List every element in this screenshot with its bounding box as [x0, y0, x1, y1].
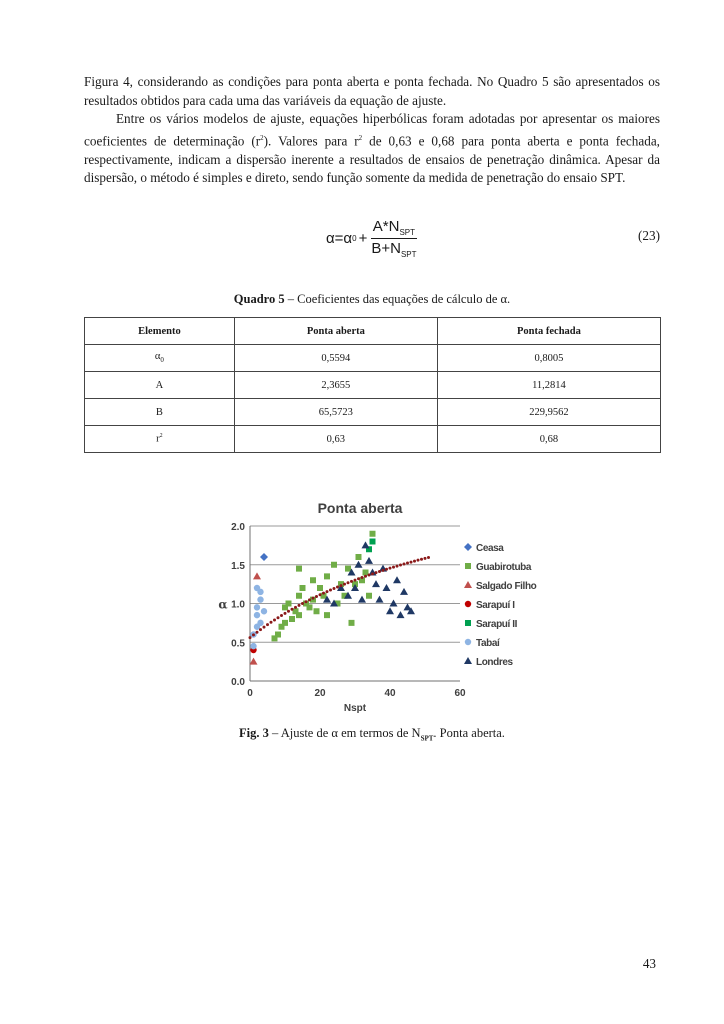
legend-label-sarapui-i: Sarapuí I — [476, 600, 515, 611]
y-tick-label: 0.5 — [231, 638, 245, 650]
paragraph-1: Figura 4, considerando as condições para ponta aberta e ponta fechada. No Quadro 5 são apresentados os resultados obtidos para cada uma das variáveis da equação de ajuste. — [84, 74, 660, 108]
fit-curve-dot — [378, 570, 381, 573]
scatter-chart — [210, 494, 550, 716]
figure-caption — [84, 726, 660, 743]
equation-numerator — [371, 218, 417, 239]
fit-curve-dot — [375, 571, 378, 574]
point-londres — [365, 557, 373, 564]
chart-title: Ponta aberta — [317, 500, 403, 516]
fit-curve-dot — [305, 600, 308, 603]
fit-curve-dot — [333, 587, 336, 590]
fit-curve-dot — [329, 589, 332, 592]
paragraph-2 — [84, 110, 660, 188]
fit-curve-dot — [413, 560, 416, 563]
point-guabirotuba — [349, 620, 355, 626]
equation-denominator — [369, 239, 418, 259]
point-guabirotuba — [296, 612, 302, 618]
table-cell-element: B — [85, 399, 235, 426]
point-londres — [376, 596, 384, 603]
point-londres — [397, 611, 405, 618]
table-row — [85, 399, 661, 426]
legend-label-tabai: Tabaí — [476, 638, 500, 649]
fit-curve-dot — [287, 610, 290, 613]
table-header-elemento: Elemento — [85, 318, 235, 345]
fit-curve-dot — [322, 592, 325, 595]
point-tabai — [257, 620, 263, 626]
element-sup: 2 — [159, 433, 163, 440]
table-row — [85, 372, 661, 399]
table-cell-aberta: 0,5594 — [234, 345, 437, 372]
fit-curve-dot — [249, 636, 252, 639]
table-caption — [84, 292, 660, 307]
fit-curve-dot — [315, 595, 318, 598]
fit-curve-dot — [417, 559, 420, 562]
fit-curve-dot — [396, 565, 399, 568]
figure-caption-text-a: – Ajuste de α em termos de N — [268, 726, 421, 740]
point-guabirotuba — [356, 554, 362, 560]
fit-curve-dot — [403, 563, 406, 566]
point-londres — [393, 576, 401, 583]
fit-curve-dot — [424, 557, 427, 560]
paragraph-2-part-a: Entre os vários modelos de ajuste, equações hiperbólicas foram adotadas por apresentar os maiores coeficientes de determinação (r — [84, 111, 660, 148]
numerator-text: A*N — [372, 217, 400, 235]
point-guabirotuba — [300, 585, 306, 591]
fit-curve-dot — [350, 580, 353, 583]
fit-curve-dot — [340, 584, 343, 587]
fit-curve-dot — [256, 631, 259, 634]
point-guabirotuba — [345, 566, 351, 572]
fit-curve-dot — [361, 576, 364, 579]
figure-caption-label: Fig. 3 — [239, 726, 269, 740]
fit-curve-dot — [259, 628, 262, 631]
point-londres — [362, 541, 370, 548]
table-cell-fechada: 0,8005 — [437, 345, 660, 372]
fit-curve-dot — [368, 574, 371, 577]
table-row — [85, 426, 661, 453]
table-caption-text: – Coeficientes das equações de cálculo de α. — [284, 292, 511, 306]
fit-curve-dot — [382, 569, 385, 572]
fit-curve-dot — [410, 561, 413, 564]
element-symbol: r — [156, 433, 160, 445]
table-row — [85, 345, 661, 372]
equation-fraction — [369, 218, 418, 259]
fit-curve-dot — [399, 564, 402, 567]
y-tick-label: 2.0 — [231, 522, 245, 533]
fit-curve-dot — [312, 597, 315, 600]
table-cell-element — [85, 426, 235, 453]
table-cell-aberta: 2,3655 — [234, 372, 437, 399]
fit-curve-dot — [357, 577, 360, 580]
point-guabirotuba — [275, 632, 281, 638]
element-sub: 0 — [160, 356, 164, 365]
table-cell-fechada: 229,9562 — [437, 399, 660, 426]
fit-curve-dot — [284, 612, 287, 615]
point-tabai — [254, 585, 260, 591]
coefficients-table — [84, 317, 661, 453]
legend-marker-guabirotuba — [465, 563, 471, 569]
y-tick-label: 1.5 — [231, 560, 245, 572]
table-header-ponta-fechada: Ponta fechada — [437, 318, 660, 345]
legend-label-sarapui-ii: Sarapuí II — [476, 619, 518, 630]
fit-curve-dot — [427, 556, 430, 559]
legend-label-ceasa: Ceasa — [476, 543, 504, 554]
fit-curve-dot — [280, 614, 283, 617]
element-symbol: α — [154, 351, 161, 363]
point-tabai — [257, 596, 263, 602]
point-tabai — [254, 612, 260, 618]
point-guabirotuba — [324, 612, 330, 618]
fit-curve-dot — [252, 633, 255, 636]
fit-curve-dot — [294, 606, 297, 609]
fit-curve-dot — [263, 626, 266, 629]
fit-curve-dot — [266, 623, 269, 626]
y-tick-label: 1.0 — [231, 599, 245, 611]
paragraph-2-part-c: de 0,63 e 0,68 para ponta aberta e ponta fechada, respectivamente, indicam a dispersão inerente a resultados de ensaios de penetração dinâmica. Apesar da dispersão, o método é simples e direto, sendo função somente da medida de penetração do ensaio SPT. — [84, 132, 660, 186]
table-cell-element — [85, 345, 235, 372]
fit-curve-dot — [273, 618, 276, 621]
point-guabirotuba — [310, 577, 316, 583]
fit-curve-dot — [326, 590, 329, 593]
y-tick-label: 0.0 — [231, 677, 245, 688]
point-guabirotuba — [317, 585, 323, 591]
table-cell-fechada: 11,2814 — [437, 372, 660, 399]
fit-curve-dot — [364, 575, 367, 578]
legend-marker-salgado-filho — [464, 581, 472, 588]
x-axis-label: Nspt — [343, 703, 367, 714]
x-tick-label: 20 — [314, 688, 326, 699]
paragraph-2-part-b: ). Valores para r — [263, 132, 359, 148]
legend-marker-londres — [464, 657, 472, 664]
equation-23 — [326, 216, 419, 260]
legend-label-londres: Londres — [476, 657, 513, 668]
table-cell-element: A — [85, 372, 235, 399]
point-guabirotuba — [289, 616, 295, 622]
equation-lhs-sub: 0 — [352, 233, 357, 243]
fit-curve-dot — [406, 562, 409, 565]
figure-caption-text-b: . Ponta aberta. — [433, 726, 505, 740]
point-guabirotuba — [324, 573, 330, 579]
legend-marker-tabai — [465, 639, 471, 645]
fit-curve-dot — [420, 558, 423, 561]
table-cell-aberta: 0,63 — [234, 426, 437, 453]
point-salgado-filho — [253, 572, 261, 579]
fit-curve-dot — [291, 608, 294, 611]
table-header-row — [85, 318, 661, 345]
fit-curve-dot — [354, 579, 357, 582]
fit-curve-dot — [347, 581, 350, 584]
figure-caption-sub: SPT — [420, 734, 434, 743]
table-header-ponta-aberta: Ponta aberta — [234, 318, 437, 345]
x-tick-label: 0 — [247, 688, 253, 699]
legend-marker-ceasa — [464, 543, 472, 551]
fit-curve-dot — [343, 583, 346, 586]
point-londres — [358, 596, 366, 603]
point-londres — [386, 607, 394, 614]
table-cell-aberta: 65,5723 — [234, 399, 437, 426]
denominator-text: B+N — [371, 239, 401, 257]
fit-curve-dot — [270, 621, 273, 624]
fit-curve-dot — [301, 602, 304, 605]
denominator-sub: SPT — [400, 249, 417, 259]
x-tick-label: 60 — [454, 688, 466, 699]
point-guabirotuba — [296, 566, 302, 572]
fit-curve-dot — [319, 593, 322, 596]
fit-curve-dot — [371, 572, 374, 575]
point-tabai — [254, 604, 260, 610]
point-tabai — [250, 643, 256, 649]
legend-marker-sarapui-i — [465, 601, 471, 607]
page-number: 43 — [642, 956, 656, 971]
equation-number: (23) — [638, 228, 660, 243]
point-guabirotuba — [296, 593, 302, 599]
point-sarapui-ii — [370, 539, 376, 545]
equation-plus: + — [358, 229, 368, 247]
superscript-2b: 2 — [358, 133, 363, 142]
point-tabai — [261, 608, 267, 614]
point-guabirotuba — [314, 608, 320, 614]
legend-marker-sarapui-ii — [465, 620, 471, 626]
fit-curve-dot — [389, 567, 392, 570]
point-guabirotuba — [307, 604, 313, 610]
equation-lhs: α=α — [326, 229, 353, 247]
y-axis-label: α — [218, 597, 228, 612]
fit-curve-dot — [298, 604, 301, 607]
point-guabirotuba — [366, 593, 372, 599]
point-londres — [400, 588, 408, 595]
legend-label-salgado-filho: Salgado Filho — [476, 581, 537, 592]
fit-curve-dot — [277, 616, 280, 619]
superscript-2: 2 — [260, 133, 264, 142]
x-tick-label: 40 — [384, 688, 396, 699]
point-guabirotuba — [331, 562, 337, 568]
point-ceasa — [260, 553, 268, 561]
point-guabirotuba — [370, 531, 376, 537]
fit-curve-dot — [336, 586, 339, 589]
fit-curve-dot — [385, 568, 388, 571]
numerator-sub: SPT — [399, 227, 416, 237]
legend-label-guabirotuba: Guabirotuba — [476, 562, 532, 573]
point-guabirotuba — [286, 601, 292, 607]
fit-curve-dot — [392, 566, 395, 569]
table-cell-fechada: 0,68 — [437, 426, 660, 453]
point-londres — [383, 584, 391, 591]
point-londres — [372, 580, 380, 587]
fit-curve-dot — [308, 598, 311, 601]
point-salgado-filho — [250, 658, 258, 665]
table-caption-label: Quadro 5 — [233, 292, 285, 306]
point-guabirotuba — [282, 620, 288, 626]
